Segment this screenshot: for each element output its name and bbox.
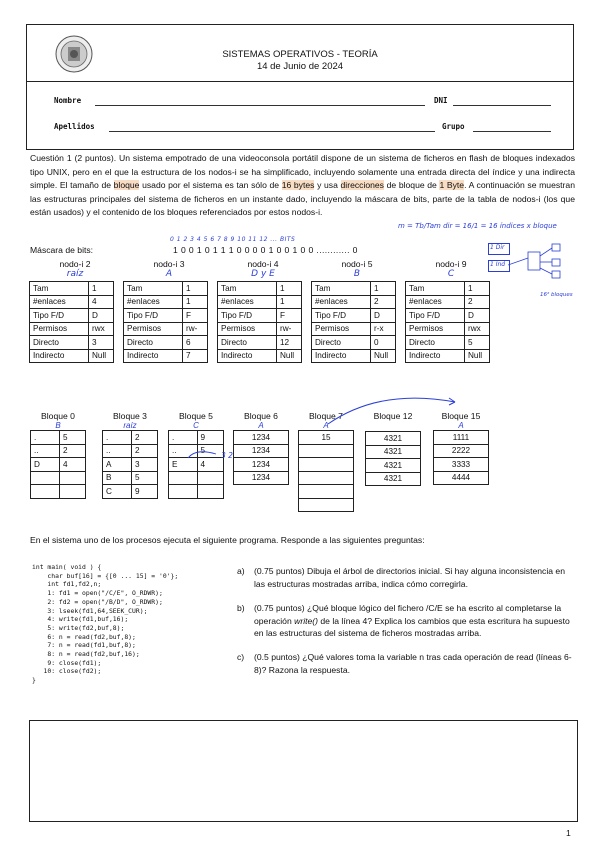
grupo-label: Grupo — [442, 122, 465, 131]
block-5-name: Bloque 5 — [179, 411, 213, 421]
subquestion-b-text: (0.75 puntos) ¿Qué bloque lógico del fichero /C/E se ha escrito al completarse la operación write() de la línea 4? Explica los cambios que esta escritura ha supuesto en las estructuras del sistema de ficheros mostradas arriba. — [254, 603, 570, 639]
block-7-note: A — [323, 421, 329, 430]
inode-5-note: B — [353, 269, 361, 279]
highlight-direcciones: direcciones — [340, 180, 384, 191]
inode-3-note: A — [165, 269, 173, 279]
block-5-note: C — [193, 421, 199, 430]
apellidos-field[interactable] — [109, 131, 435, 132]
code-listing: int main( void ) { char buf[16] = {[0 ... 15] = '0'}; int fd1,fd2,n; 1: fd1 = open("/C/E", O_RDWR); 2: fd2 = open("/B/D", O_RDWR); 3: lseek(fd1,64,SEEK_CUR); 4: write(fd1,buf,16); 5: write(fd2,buf,8); 6: n = read(fd2,buf,8); 7: n = read(fd1,buf,8); 8: n = read(fd2,buf,16); 9: close(fd1); 10: close(fd2); } — [32, 563, 179, 685]
block-5-handwritten-fix: 3 2 — [221, 451, 233, 460]
block-0-name: Bloque 0 — [41, 411, 75, 421]
handwritten-bit-indices: 0 1 2 3 4 5 6 7 8 9 10 11 12 ... BITS — [170, 236, 296, 243]
inode-4-note: D y E — [251, 269, 275, 279]
dni-field[interactable] — [453, 105, 551, 106]
question-label: Cuestión 1 (2 puntos). — [30, 153, 117, 163]
block-12-name: Bloque 12 — [373, 411, 413, 421]
answer-box[interactable] — [29, 720, 578, 822]
highlight-bloque: bloque — [113, 180, 140, 191]
apellidos-label: Apellidos — [54, 122, 95, 131]
block-5-correction-mark — [186, 448, 222, 462]
block-0: Bloque 0 B . 5 .. 2 D 4 — [30, 411, 86, 499]
handwritten-formula: m = Tb/Tam dir = 16/1 = 16 índices x bloque — [398, 222, 557, 230]
subquestion-a-label: a) — [237, 566, 245, 576]
nombre-label: Nombre — [54, 96, 82, 105]
header-divider — [27, 81, 573, 82]
block-5: Bloque 5 C . 9 .. 5 E 4 — [168, 411, 224, 499]
inode-2-note: raíz — [66, 269, 84, 279]
dni-label: DNI — [434, 96, 448, 105]
block-3-note: raíz — [123, 421, 137, 430]
block-7: Bloque 7 A 15 — [298, 411, 354, 512]
subquestion-c-label: c) — [237, 652, 245, 662]
bitmask-label: Máscara de bits: — [30, 245, 94, 255]
handwritten-index-diagram — [508, 238, 570, 288]
subquestion-c-text: (0.5 puntos) ¿Qué valores toma la variable n tras cada operación de read (líneas 6-8)? Razona la respuesta. — [254, 652, 572, 675]
block-6: Bloque 6 A 1234 1234 1234 1234 — [233, 411, 289, 485]
inode-9-note: C — [447, 269, 455, 279]
inode-2-name: nodo-i 2 — [59, 259, 91, 269]
inode-2: nodo-i 2 raíz Tam 1 #enlaces 4 Tipo F/D D Permisos rwx Directo 3 Indirecto Null — [29, 259, 121, 363]
block-0-note: B — [55, 421, 61, 430]
subquestion-b-label: b) — [237, 603, 245, 613]
inode-9: nodo-i 9 C Tam 1 #enlaces 2 Tipo F/D D Permisos rwx Directo 5 Indirecto Null — [405, 259, 497, 363]
nombre-field[interactable] — [95, 105, 425, 106]
bitmask-value: 1 0 0 1 0 1 1 1 0 0 0 0 1 0 0 1 0 0 ............ 0 — [173, 245, 358, 255]
exam-date: 14 de Junio de 2024 — [256, 61, 344, 72]
block-12: Bloque 12 4321 4321 4321 4321 — [365, 411, 421, 486]
exam-header — [26, 24, 574, 150]
page-number: 1 — [566, 828, 571, 838]
inode-3: nodo-i 3 A Tam 1 #enlaces 1 Tipo F/D F Permisos rw- Directo 6 Indirecto 7 — [123, 259, 215, 363]
grupo-field[interactable] — [473, 131, 551, 132]
exam-title: SISTEMAS OPERATIVOS - TEORÍA — [222, 49, 378, 60]
block-3: Bloque 3 raíz . 2 .. 2 A 3 B 5 C 9 — [102, 411, 158, 499]
block-15-name: Bloque 15 — [441, 411, 481, 421]
question-statement: Cuestión 1 (2 puntos). Un sistema empotrado de una videoconsola portátil dispone de un sistema de ficheros en flash de bloques indexados tipo UNIX, pero en el que la estructura de los nodos-i se ha simplificado, incluyendo solamente una entrada directa del índice y una indirecta simple. El tamaño de bloque usado por el sistema es tan sólo de 16 bytes y usa direcciones de bloque de 1 Byte. A continuación se muestran las estructuras principales del sistema de ficheros en un instante dado, incluyendo la máscara de bits, parte de la tabla de nodos-i (los que están usados) y el contenido de los bloques referenciados por estos nodos-i. — [30, 153, 575, 218]
inode-3-name: nodo-i 3 — [153, 259, 185, 269]
inode-5: nodo-i 5 B Tam 1 #enlaces 2 Tipo F/D D Permisos r-x Directo 0 Indirecto Null — [311, 259, 403, 363]
inode-9-name: nodo-i 9 — [435, 259, 467, 269]
handwritten-dir-label: 1 Dir — [490, 244, 505, 251]
block-3-name: Bloque 3 — [113, 411, 147, 421]
inode-4: nodo-i 4 D y E Tam 1 #enlaces 1 Tipo F/D F Permisos rw- Directo 12 Indirecto Null — [217, 259, 309, 363]
handwritten-ind-label: 1 Ind — [490, 261, 506, 268]
highlight-16-bytes: 16 bytes — [281, 180, 315, 191]
block-7-name: Bloque 7 — [309, 411, 343, 421]
block-6-note: A — [258, 421, 264, 430]
highlight-1-byte: 1 Byte — [439, 180, 465, 191]
block-6-name: Bloque 6 — [244, 411, 278, 421]
subquestion-a-text: (0.75 puntos) Dibuja el árbol de directorios inicial. Si hay alguna inconsistencia en las estructuras mostradas arriba, indica cómo corregirla. — [254, 566, 565, 589]
inode-5-name: nodo-i 5 — [341, 259, 373, 269]
inode-4-name: nodo-i 4 — [247, 259, 279, 269]
program-intro: En el sistema uno de los procesos ejecuta el siguiente programa. Responde a las siguientes preguntas: — [30, 535, 425, 545]
block-15: Bloque 15 A 1111 2222 3333 4444 — [433, 411, 489, 485]
block-15-note: A — [458, 421, 464, 430]
handwritten-256-note: 16² bloques — [540, 292, 573, 298]
